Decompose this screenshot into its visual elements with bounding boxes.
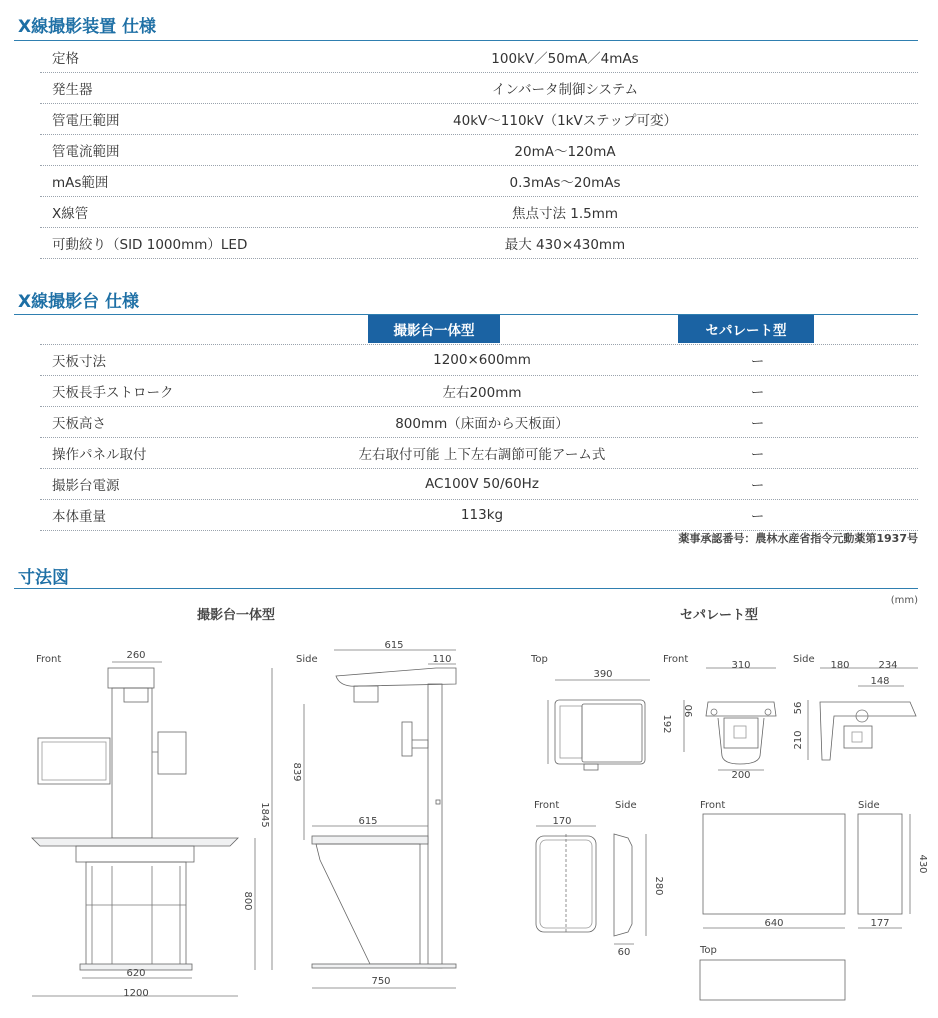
dim-615-table: 615: [358, 816, 378, 827]
dim-620: 620: [126, 968, 146, 979]
row-value-integrated: 800mm（床面から天板面）: [395, 416, 569, 432]
row-label: 天板高さ: [52, 416, 106, 432]
row-label: 本体重量: [52, 509, 106, 525]
table-row: [40, 228, 918, 259]
dim-234: 234: [878, 660, 898, 671]
row-label: 天板長手ストローク: [52, 385, 174, 401]
dim-90: 90: [684, 704, 695, 718]
dim-1845: 1845: [259, 802, 270, 828]
dim-60: 60: [617, 947, 631, 958]
top-label: Top: [531, 654, 548, 665]
dim-260: 260: [126, 650, 146, 661]
approval-number: 薬事承認番号：農林水産省指令元動薬第1937号: [678, 532, 918, 545]
row-value-separate: ー: [750, 509, 765, 525]
panel-front-label: Front: [534, 800, 560, 811]
separate-title: セパレート型: [679, 608, 759, 623]
row-value-integrated: 左右取付可能 上下左右調節可能アーム式: [358, 447, 606, 463]
section-rule: [14, 40, 918, 41]
dim-800: 800: [242, 891, 253, 911]
front-label: Front: [663, 654, 689, 665]
row-value-integrated: 1200×600mm: [433, 352, 531, 368]
row-label: 管電流範囲: [52, 144, 120, 160]
row-value: 40kV～110kV（1kVステップ可変）: [453, 113, 677, 129]
dim-56: 56: [793, 701, 804, 715]
dim-180: 180: [830, 660, 850, 671]
row-label: 定格: [52, 51, 79, 67]
row-value: 20mA～120mA: [514, 144, 616, 160]
dim-148: 148: [870, 676, 890, 687]
row-value-separate: ー: [750, 478, 765, 494]
row-label: 可動絞り（SID 1000mm）LED: [52, 237, 248, 253]
row-value: インバータ制御システム: [491, 82, 639, 98]
dim-280: 280: [653, 876, 664, 896]
dim-615-top: 615: [384, 640, 404, 651]
unit-label: (mm): [890, 595, 918, 606]
section-title-xray-table: X線撮影台 仕様: [18, 292, 140, 312]
row-label: mAs範囲: [52, 175, 109, 191]
row-value-separate: ー: [750, 354, 765, 370]
side-label: Side: [296, 654, 318, 665]
table-row: [40, 197, 918, 228]
row-label: 発生器: [52, 82, 93, 98]
dim-210: 210: [793, 730, 804, 750]
dim-640: 640: [764, 918, 784, 929]
column-header-integrated: 撮影台一体型: [368, 315, 500, 343]
table-row: [40, 166, 918, 197]
table-row: [40, 438, 918, 469]
dim-839: 839: [291, 762, 302, 782]
dim-200: 200: [731, 770, 751, 781]
row-value: 0.3mAs～20mAs: [509, 175, 621, 191]
row-value-separate: ー: [750, 447, 765, 463]
dim-170: 170: [552, 816, 572, 827]
section-title-dimensions: 寸法図: [18, 568, 69, 588]
table-side-label: Side: [858, 800, 880, 811]
separate-front-drawing: [706, 702, 776, 764]
separate-top-drawing: [555, 700, 645, 770]
row-value-separate: ー: [750, 416, 765, 432]
row-value-integrated: AC100V 50/60Hz: [425, 476, 539, 492]
table-row: [40, 42, 918, 73]
row-value-separate: ー: [750, 385, 765, 401]
row-label: 管電圧範囲: [52, 113, 120, 129]
row-label: 操作パネル取付: [52, 447, 147, 463]
separate-table-drawing: [700, 814, 902, 1000]
table-row: [40, 104, 918, 135]
row-value-integrated: 左右200mm: [442, 385, 522, 401]
side-label: Side: [793, 654, 815, 665]
table-row: [40, 135, 918, 166]
table-row: [40, 376, 918, 407]
section-rule: [14, 588, 918, 589]
row-value: 最大 430×430mm: [504, 237, 626, 253]
dim-177: 177: [870, 918, 890, 929]
dim-110: 110: [432, 654, 452, 665]
column-header-separate: セパレート型: [678, 315, 814, 343]
separate-panel-drawing: [536, 834, 632, 936]
row-value-integrated: 113kg: [460, 507, 504, 523]
dim-390: 390: [593, 669, 613, 680]
table-top-label: Top: [700, 945, 717, 956]
row-label: 天板寸法: [52, 354, 106, 370]
table-row: [40, 500, 918, 531]
dim-430: 430: [917, 854, 928, 874]
row-value: 焦点寸法 1.5mm: [511, 206, 619, 222]
xray-device-spec-table: [40, 42, 918, 259]
section-title-xray-device: X線撮影装置 仕様: [18, 17, 157, 37]
table-row: [40, 407, 918, 438]
dim-750: 750: [371, 976, 391, 987]
xray-table-spec-table: [40, 344, 918, 531]
front-label: Front: [36, 654, 62, 665]
dimension-drawing: [0, 590, 938, 1018]
separate-side-drawing: [820, 702, 916, 760]
table-row: [40, 469, 918, 500]
integrated-side-drawing: [312, 668, 456, 968]
dim-310: 310: [731, 660, 751, 671]
dim-1200: 1200: [123, 988, 149, 999]
table-front-label: Front: [700, 800, 726, 811]
row-value: 100kV／50mA／4mAs: [491, 51, 639, 67]
table-row: [40, 73, 918, 104]
integrated-title: 撮影台一体型: [196, 608, 276, 623]
integrated-front-drawing: [32, 668, 238, 970]
panel-side-label: Side: [615, 800, 637, 811]
row-label: 撮影台電源: [52, 478, 120, 494]
row-label: X線管: [52, 206, 89, 222]
table-row: [40, 345, 918, 376]
dim-192: 192: [661, 714, 672, 734]
